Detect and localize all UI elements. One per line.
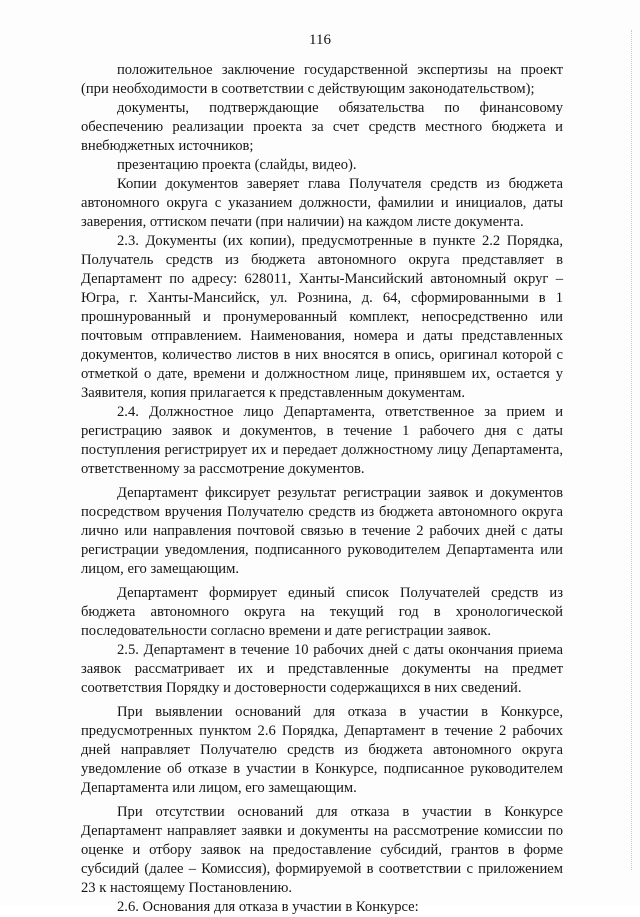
paragraph-2-4: 2.4. Должностное лицо Департамента, ответственное за прием и регистрацию заявок и документов, в течение 1 рабочего дня с даты поступления регистрирует их и передает должностному лицу Департамента, ответственному за рассмотрение документов. xyxy=(81,404,563,477)
paragraph-expertise-conclusion: положительное заключение государственной экспертизы на проект (при необходимости в соответствии с действующим законодательством); xyxy=(81,62,563,97)
paragraph-recipients-list: Департамент формирует единый список Получателей средств из бюджета автономного округа на текущий год в хронологической последовательности согласно времени и дате регистрации заявок. xyxy=(81,585,563,639)
paragraph-no-refusal-grounds: При отсутствии оснований для отказа в участии в Конкурсе Департамент направляет заявки и документы на рассмотрение комиссии по оценке и отбору заявок на предоставление субсидий, грантов в форме субсидий (далее – Комиссия), формируемой в соответствии с приложением 23 к настоящему Постановлению. xyxy=(81,804,563,896)
document-body xyxy=(81,61,563,917)
paragraph-registration-result: Департамент фиксирует результат регистрации заявок и документов посредством вручения Получателю средств из бюджета автономного округа лично или направления почтовой связью в течение 2 рабочих дней с даты регистрации уведомления, подписанного руководителем Департамента или лицом, его замещающим. xyxy=(81,485,563,577)
paragraph-financial-documents: документы, подтверждающие обязательства по финансовому обеспечению реализации проекта за счет средств местного бюджета и внебюджетных источников; xyxy=(81,100,563,154)
paragraph-2-3: 2.3. Документы (их копии), предусмотренные в пункте 2.2 Порядка, Получатель средств из бюджета автономного округа представляет в Департамент по адресу: 628011, Ханты-Мансийский автономный округ – Югра, г. Ханты-Мансийск, ул. Рознина, д. 64, сформированными в 1 прошнурованный и пронумерованный комплект, непосредственно или почтовым отправлением. Наименования, номера и даты представленных документов, количество листов в них вносятся в опись, оригинал которой с отметкой о дате, времени и должностном лице, принявшем их, остается у Заявителя, копия прилагается к представленным документам. xyxy=(81,233,563,401)
page-number: 116 xyxy=(309,32,331,48)
paragraph-refusal-grounds-found: При выявлении оснований для отказа в участии в Конкурсе, предусмотренных пунктом 2.6 Порядка, Департамент в течение 2 рабочих дней направляет Получателю средств из бюджета автономного округа уведомление об отказе в участии в Конкурсе, подписанное руководителем Департамента или лицом, его замещающим. xyxy=(81,704,563,796)
paragraph-2-6: 2.6. Основания для отказа в участии в Конкурсе: xyxy=(117,899,419,915)
paragraph-presentation: презентацию проекта (слайды, видео). xyxy=(117,157,357,173)
paragraph-2-5: 2.5. Департамент в течение 10 рабочих дней с даты окончания приема заявок рассматривает их и представленные документы на предмет соответствия Порядку и достоверности содержащихся в них сведений. xyxy=(81,642,563,696)
paragraph-copies-certification: Копии документов заверяет глава Получателя средств из бюджета автономного округа с указанием должности, фамилии и инициалов, даты заверения, оттиском печати (при наличии) на каждом листе документа. xyxy=(81,176,563,230)
scan-edge-line xyxy=(630,30,632,870)
